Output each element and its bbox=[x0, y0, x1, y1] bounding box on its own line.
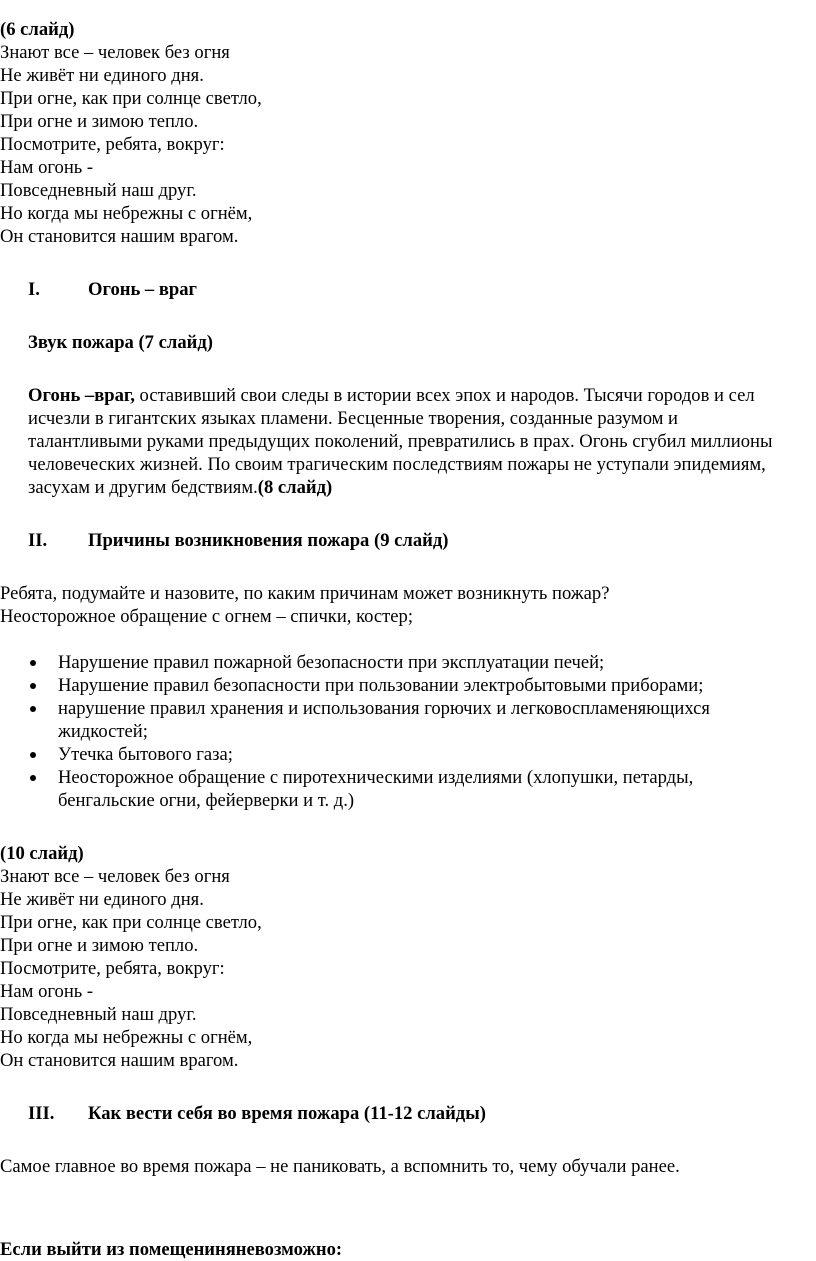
poem-line: Повседневный наш друг. bbox=[0, 1004, 197, 1025]
section-heading bbox=[0, 278, 816, 301]
paragraph-text: засухам и другим бедствиям. bbox=[28, 477, 258, 498]
paragraph-line: исчезли в гигантских языках пламени. Бесценные творения, созданные разумом и bbox=[28, 408, 679, 429]
section-heading bbox=[0, 1102, 816, 1125]
poem-line: Знают все – человек без огня bbox=[0, 866, 230, 887]
section-heading bbox=[0, 529, 816, 552]
poem-line: Но когда мы небрежны с огнём, bbox=[0, 203, 253, 224]
bullet-icon bbox=[30, 775, 36, 781]
poem-line: При огне, как при солнце светло, bbox=[0, 912, 262, 933]
sound-label bbox=[0, 331, 816, 354]
bullet-icon bbox=[30, 752, 36, 758]
list-item bbox=[0, 651, 816, 674]
poem-line: Нам огонь - bbox=[0, 981, 94, 1002]
section-title: Причины возникновения пожара (9 слайд) bbox=[88, 530, 449, 551]
poem-line: Знают все – человек без огня bbox=[0, 42, 230, 63]
poem-block bbox=[0, 865, 816, 1072]
list-item-text: Нарушение правил пожарной безопасности при эксплуатации печей; bbox=[58, 652, 605, 673]
list-item bbox=[0, 766, 816, 812]
paragraph-line: человеческих жизней. По своим трагическим последствиям пожары не уступали эпидемиям, bbox=[28, 454, 766, 475]
paragraph-text: оставивший свои следы в истории всех эпох и народов. Тысячи городов и сел bbox=[134, 385, 755, 406]
list-item-text: Утечка бытового газа; bbox=[58, 744, 233, 765]
poem-line: При огне и зимою тепло. bbox=[0, 111, 199, 132]
poem-line: Но когда мы небрежны с огнём, bbox=[0, 1027, 253, 1048]
poem-line: Он становится нашим врагом. bbox=[0, 1050, 239, 1071]
section-number: II. bbox=[28, 530, 48, 551]
paragraph bbox=[0, 384, 788, 499]
paragraph-bold-start: Огонь –враг, bbox=[28, 385, 135, 406]
slide-label: (8 слайд) bbox=[257, 477, 333, 498]
slide-label: (10 слайд) bbox=[0, 843, 84, 864]
sound-label-text: Звук пожара (7 слайд) bbox=[28, 332, 213, 353]
list-item-text: Нарушение правил безопасности при пользовании электробытовыми приборами; bbox=[58, 675, 704, 696]
list-item-text: Неосторожное обращение с пиротехническими изделиями (хлопушки, петарды, bbox=[58, 767, 694, 788]
question-line: Ребята, подумайте и назовите, по каким причинам может возникнуть пожар? bbox=[0, 583, 610, 604]
bullet-icon bbox=[30, 706, 36, 712]
paragraph-line: талантливыми руками предыдущих поколений, превратились в прах. Огонь сгубил миллионы bbox=[28, 431, 773, 452]
bullet-icon bbox=[30, 683, 36, 689]
paragraph-line bbox=[28, 476, 788, 499]
section-number: I. bbox=[28, 279, 40, 300]
poem-line: Посмотрите, ребята, вокруг: bbox=[0, 134, 225, 155]
slide-label: (6 слайд) bbox=[0, 19, 75, 40]
bullet-icon bbox=[30, 660, 36, 666]
poem-line: При огне и зимою тепло. bbox=[0, 935, 199, 956]
question-line: Неосторожное обращение с огнем – спички, костер; bbox=[0, 606, 414, 627]
list-item-text: нарушение правил хранения и использования горючих и легковоспламеняющихся bbox=[58, 698, 710, 719]
causes-list bbox=[0, 651, 816, 812]
list-item bbox=[0, 674, 816, 697]
section-title: Огонь – враг bbox=[88, 279, 198, 300]
poem-line: Не живёт ни единого дня. bbox=[0, 65, 204, 86]
section-number: III. bbox=[28, 1103, 55, 1124]
document-page bbox=[0, 18, 816, 1261]
list-item-text: жидкостей; bbox=[58, 721, 148, 742]
poem-line: Повседневный наш друг. bbox=[0, 180, 197, 201]
poem-line: Он становится нашим врагом. bbox=[0, 226, 239, 247]
poem-line: Посмотрите, ребята, вокруг: bbox=[0, 958, 225, 979]
poem-line: Не живёт ни единого дня. bbox=[0, 889, 204, 910]
list-item bbox=[0, 743, 816, 766]
poem-block bbox=[0, 41, 816, 248]
poem-line: Нам огонь - bbox=[0, 157, 94, 178]
poem-line: При огне, как при солнце светло, bbox=[0, 88, 262, 109]
section-title: Как вести себя во время пожара (11-12 слайды) bbox=[88, 1103, 486, 1124]
paragraph-line bbox=[28, 384, 788, 407]
advice-text: Самое главное во время пожара – не паниковать, а вспомнить то, чему обучали ранее. bbox=[0, 1156, 680, 1177]
list-item bbox=[0, 697, 816, 743]
exit-label: Если выйти из помещениняневозможно: bbox=[0, 1239, 343, 1260]
list-item-text: бенгальские огни, фейерверки и т. д.) bbox=[58, 790, 355, 811]
